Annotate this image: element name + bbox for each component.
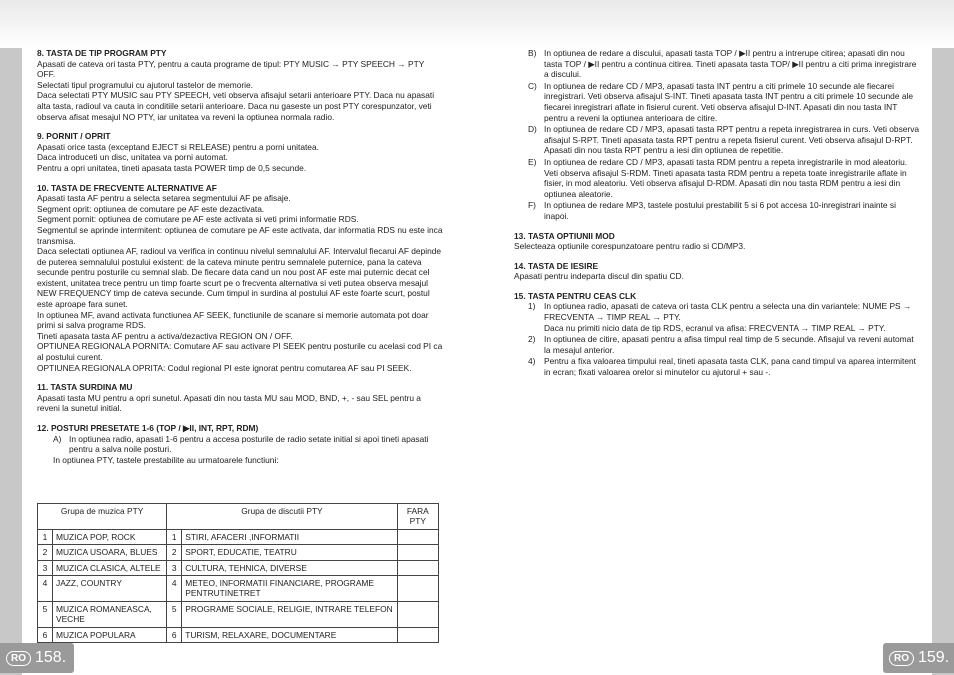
item-text: In optiunea de citire, apasati pentru a afisa timpul real timp de 5 secunde. Afisajul va reveni automat la mesajul anterior. (544, 334, 914, 355)
item-text: In optiunea de redare CD / MP3, apasati tasta INT pentru a citi primele 10 secunde ale fiecarei inregistrari. Veti observa afisajul S-INT. Tineti apasata tasta INT pentru a citi primele 10 secunde ale fiecarei inregistrari aflate in fisierul curent. Veti observa afisajul D-INT. Apasati din nou tasta INT pentru a reveni la optiunea anterioara de citire. (544, 80, 913, 123)
page-number-badge-left (0, 643, 74, 673)
section-14-text: Apasati pentru indeparta discul din spatiu CD. (514, 271, 684, 282)
music-genre-cell: JAZZ, COUNTRY (53, 576, 167, 602)
item-text-block (544, 334, 920, 355)
table-row (38, 545, 439, 560)
section-15-list (514, 301, 920, 377)
item-text-block (544, 157, 920, 199)
item-marker: D) (528, 124, 537, 135)
table-body (38, 529, 439, 642)
section-14-title: 14. TASTA DE IESIRE (514, 260, 599, 271)
page-number-badge-right (883, 643, 954, 673)
right-page-content (514, 48, 920, 379)
music-genre-cell: MUZICA POP, ROCK (53, 529, 167, 544)
item-marker: 1) (528, 301, 536, 312)
language-badge: RO (6, 651, 31, 666)
item-marker: C) (528, 80, 537, 91)
no-pty-cell (397, 601, 438, 627)
item-text-block (544, 124, 920, 156)
no-pty-cell (397, 529, 438, 544)
row-number: 6 (38, 627, 53, 642)
item-marker: F) (528, 200, 536, 211)
item-marker: 2) (528, 334, 536, 345)
row-number: 4 (38, 576, 53, 602)
item-marker: 4) (528, 356, 536, 367)
section-11-line: Apasati tasta MU pentru a opri sunetul. Apasati din nou tasta MU sau MOD, BND, +, - sau SEL pentru a reveni la sunetul initial. (37, 392, 421, 414)
left-margin-bar (0, 48, 22, 675)
row-number: 1 (167, 529, 182, 544)
list-item (514, 301, 920, 333)
speech-genre-cell: STIRI, AFACERI ,INFORMATII (182, 529, 397, 544)
table-header-speech: Grupa de discutii PTY (167, 504, 397, 530)
section-12-title: 12. POSTURI PRESETATE 1-6 (TOP / ▶II, INT, RPT, RDM) (37, 423, 259, 433)
list-item (514, 157, 920, 199)
speech-genre-cell: TURISM, RELAXARE, DOCUMENTARE (182, 627, 397, 642)
section-9-line: Pentru a opri unitatea, tineti apasata tasta POWER timp de 0,5 secunde. (37, 162, 307, 173)
no-pty-cell (397, 576, 438, 602)
list-item (514, 48, 920, 80)
row-number: 1 (38, 529, 53, 544)
item-text-block (544, 48, 920, 80)
section-10-line: Apasati tasta AF pentru a selecta setarea segmentului AF pe afisaje. (37, 193, 291, 204)
row-number: 4 (167, 576, 182, 602)
section-10-line: Segmentul se aprinde intermitent: optiunea de comutare pe AF este activata, dar informatia RDS nu este inca transmisa. (37, 224, 443, 246)
item-text-block (544, 200, 920, 221)
table-row (38, 529, 439, 544)
item-marker: B) (528, 48, 537, 58)
row-number: 2 (167, 545, 182, 560)
list-item (514, 200, 920, 221)
section-13-text: Selecteaza optiunile corespunzatoare pentru radio si CD/MP3. (514, 241, 746, 252)
row-number: 5 (38, 601, 53, 627)
section-10-title: 10. TASTA DE FRECVENTE ALTERNATIVE AF (37, 182, 217, 193)
list-item (514, 356, 920, 377)
item-text: In optiunea de redare CD / MP3, apasati tasta RPT pentru a repeta inregistrarea in curs. Veti observa afisajul S-RPT. Tineti apasata tasta RPT pentru a repeta fisierul curent. Veti observa afisajul D-RPT. Apasati din nou tasta RPT pentru a iesi din optiunea de repetitie. (544, 124, 920, 156)
speech-genre-cell: CULTURA, TEHNICA, DIVERSE (182, 560, 397, 575)
no-pty-cell (397, 627, 438, 642)
table-row (38, 560, 439, 575)
music-genre-cell: MUZICA POPULARA (53, 627, 167, 642)
section-12-continued-list (514, 48, 920, 222)
section-10-line: Daca selectati optiunea AF, radioul va verifica in continuu nivelul semnalului AF. Intervalul fiecarui AF depinde de puterea semnalului postului existent: de la cateva minute pentru semnalele puternice, pana la cateva secunde pentru posturile cu semnal slab. De fiecare data cand un nou post AF este mai puternic decat cel existent, unitatea trece pentru un timp foarte scurt pe o frecventa alternativa si veti putea observa mesajul NEW FREQUENCY timp de cateva secunde. Cum timpul in surdina al postului AF este foarte scurt, postul este aproape fara sunet. (37, 246, 442, 310)
section-10-line: Tineti apasata tasta AF pentru a activa/dezactiva REGION ON / OFF. (37, 330, 293, 341)
list-item (514, 81, 920, 123)
item-text: Pentru a fixa valoarea timpului real, tineti apasata tasta CLK, pana cand timpul va aparea intermitent in ecran; fixati valoarea orelor si minutelor cu ajutorul + sau -. (544, 356, 916, 378)
row-number: 5 (167, 601, 182, 627)
section-15-title: 15. TASTA PENTRU CEAS CLK (514, 290, 637, 301)
right-margin-bar (932, 48, 954, 675)
pty-preset-table (37, 503, 439, 643)
section-11-title: 11. TASTA SURDINA MU (37, 382, 133, 393)
section-10-line: OPTIUNEA REGIONALA PORNITA: Comutare AF sau activare PI SEEK pentru posturile cu acelasi cod PI ca al postului curent. (37, 341, 443, 363)
section-12-item-a (37, 434, 443, 455)
section-8-line: Selectati tipul programului cu ajutorul tastelor de memorie. (37, 79, 253, 90)
music-genre-cell: MUZICA CLASICA, ALTELE (53, 560, 167, 575)
section-13-title: 13. TASTA OPTIUNII MOD (514, 230, 615, 241)
header-band (0, 0, 954, 48)
section-8-title: 8. TASTA DE TIP PROGRAM PTY (37, 48, 167, 58)
table-header-no-pty: FARA PTY (397, 504, 438, 530)
item-text: In optiunea de redare CD / MP3, apasati tasta RDM pentru a repeta inregistrarile in mod aleatoriu. Veti observa afisajul S-RDM. Tineti apasata tasta RDM pentru a repeta toate inregistrarile aflate in fisier, in mod aleatoriu. Veti observa afisajul D-RDM. Apasati din nou tasta RDM pentru a iesi din optiunea aleatorie. (544, 156, 908, 199)
section-8-line: Apasati de cateva ori tasta PTY, pentru a cauta programe de tipul: PTY MUSIC → PTY SPEECH → PTY OFF. (37, 58, 425, 80)
section-9-title: 9. PORNIT / OPRIT (37, 131, 111, 142)
table-row (38, 601, 439, 627)
item-text: In optiunea de redare MP3, tastele postului prestabilit 5 si 6 pot accesa 10-inregistrari inainte si inapoi. (544, 200, 896, 221)
item-text-extra: Daca nu primiti nicio data de tip RDS, ecranul va afisa: FRECVENTA → TIMP REAL → PTY. (544, 322, 886, 333)
section-10-line: Segment pornit: optiunea de comutare pe AF este activata si veti primi informatie RDS. (37, 214, 359, 225)
row-number: 2 (38, 545, 53, 560)
section-10-line: OPTIUNEA REGIONALA OPRITA: Codul regional PI este ignorat pentru comutarea AF sau PI SEEK. (37, 362, 412, 373)
section-9-line: Apasati orice tasta (exceptand EJECT si RELEASE) pentru a porni unitatea. (37, 141, 319, 152)
table-row (38, 627, 439, 642)
row-number: 6 (167, 627, 182, 642)
item-text-block (544, 81, 920, 123)
list-item (514, 334, 920, 355)
language-badge: RO (889, 651, 914, 666)
item-marker: A) (53, 433, 62, 444)
item-text: In optiunea de redare a discului, apasati tasta TOP / ▶II pentru a intrerupe citirea; apasati din nou tasta TOP / ▶II pentru a continua citirea. Tineti apasata tasta TOP/ ▶II pentru a citi prima inregistrare a discului. (544, 48, 917, 80)
music-genre-cell: MUZICA ROMANEASCA, VECHE (53, 601, 167, 627)
no-pty-cell (397, 560, 438, 575)
section-8-line: Daca selectati PTY MUSIC sau PTY SPEECH, veti observa afisajul setarii anterioare PTY. Daca nu apasati alta tasta, radioul va cauta in conditiile setarii anterioare. Daca nu gaseste un post PTY corespunzator, veti observa afisat mesajul NO PTY, iar unitatea va reveni la optiunea normala radio. (37, 90, 435, 122)
section-12-note: In optiunea PTY, tastele prestabilite au urmatoarele functiuni: (53, 454, 279, 465)
table-row (38, 576, 439, 602)
speech-genre-cell: METEO, INFORMATII FINANCIARE, PROGRAME PENTRUTINETRET (182, 576, 397, 602)
page-number: 159. (918, 649, 950, 666)
speech-genre-cell: SPORT, EDUCATIE, TEATRU (182, 545, 397, 560)
item-text: In optiunea radio, apasati 1-6 pentru a accesa posturile de radio setate initial si apoi tineti apasati pentru a salva noile posturi. (69, 433, 429, 455)
row-number: 3 (38, 560, 53, 575)
no-pty-cell (397, 545, 438, 560)
row-number: 3 (167, 560, 182, 575)
item-text: In optiunea radio, apasati de cateva ori tasta CLK pentru a selecta una din variantele: NUME PS → FRECVENTA → TIMP REAL → PTY. (544, 301, 912, 323)
section-9-line: Daca introduceti un disc, unitatea va porni automat. (37, 152, 228, 163)
section-10-line: In optiunea MF, avand activata functiunea AF SEEK, functiunile de scanare si memorie automata pot doar primi si salva programe RDS. (37, 309, 429, 331)
item-marker: E) (528, 156, 537, 167)
list-item (514, 124, 920, 156)
section-10-line: Segment oprit: optiunea de comutare pe AF este dezactivata. (37, 203, 265, 214)
speech-genre-cell: PROGRAME SOCIALE, RELIGIE, INTRARE TELEFON (182, 601, 397, 627)
item-text-block (544, 301, 920, 333)
page-number: 158. (35, 649, 67, 666)
item-text-block (544, 356, 920, 377)
table-header-music: Grupa de muzica PTY (38, 504, 167, 530)
music-genre-cell: MUZICA USOARA, BLUES (53, 545, 167, 560)
left-page-content (37, 48, 443, 465)
